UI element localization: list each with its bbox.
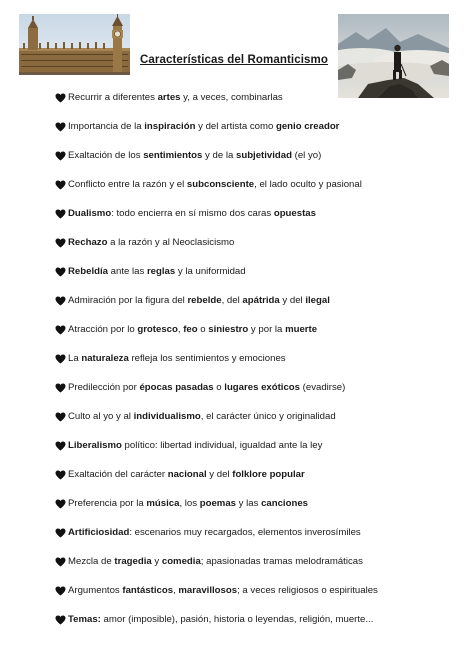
heart-icon [55, 151, 66, 161]
list-item [55, 257, 465, 286]
heart-icon [55, 470, 66, 480]
heart-icon [55, 238, 66, 248]
list-item [55, 402, 465, 431]
text-segment: y, a veces, combinarlas [180, 92, 283, 103]
bold-term: fantásticos [122, 585, 174, 596]
list-item [55, 344, 465, 373]
bold-term: Artificiosidad [68, 527, 130, 538]
bold-term: muerte [285, 324, 318, 335]
list-item [55, 547, 465, 576]
text-segment: (evadirse) [300, 382, 346, 393]
heart-icon [55, 122, 66, 132]
text-segment: Exaltación de los [68, 150, 144, 161]
text-segment: y del [206, 469, 233, 480]
parliament-image [19, 14, 130, 75]
list-item [55, 460, 465, 489]
text-segment: Predilección por [68, 382, 140, 393]
list-item-text [68, 585, 378, 596]
text-segment: , los [179, 498, 200, 509]
list-item-text [68, 179, 362, 190]
text-segment: Preferencia por la [68, 498, 147, 509]
bold-term: reglas [146, 266, 176, 277]
text-segment: y del artista como [195, 121, 276, 132]
text-segment: político: libertad individual, igualdad ante la ley [121, 440, 323, 451]
list-item [55, 373, 465, 402]
heart-icon [55, 499, 66, 509]
list-item [55, 199, 465, 228]
text-segment: : escenarios muy recargados, elementos inverosímiles [129, 527, 361, 538]
bold-term: folklore popular [232, 469, 305, 480]
text-segment: amor (imposible), pasión, historia o leyendas, religión, muerte... [100, 614, 374, 625]
heart-icon [55, 383, 66, 393]
list-item-text [68, 498, 308, 509]
bold-term: genio creador [275, 121, 340, 132]
bold-term: subjetividad [236, 150, 292, 161]
bold-term: apátrida [242, 295, 280, 306]
list-item [55, 489, 465, 518]
bold-term: tragedia [114, 556, 152, 567]
list-item [55, 286, 465, 315]
heart-icon [55, 586, 66, 596]
text-segment: o [197, 324, 209, 335]
parliament-big-ben-icon [19, 14, 130, 75]
text-segment: o [213, 382, 225, 393]
bold-term: subconsciente [186, 179, 255, 190]
text-segment: : todo encierra en sí mismo dos caras [111, 208, 274, 219]
list-item-text [68, 92, 283, 103]
text-segment: Atracción por lo [68, 324, 138, 335]
list-item-text [68, 324, 317, 335]
text-segment: , el lado oculto y pasional [254, 179, 362, 190]
list-item-text [68, 527, 361, 538]
list-item [55, 228, 465, 257]
list-item-text [68, 208, 316, 219]
text-segment: Exaltación del carácter [68, 469, 168, 480]
list-item-text [68, 295, 330, 306]
list-item [55, 605, 465, 634]
heart-icon [55, 441, 66, 451]
heart-icon [55, 209, 66, 219]
bold-term: Rechazo [68, 237, 108, 248]
bold-term: nacional [167, 469, 207, 480]
heart-icon [55, 93, 66, 103]
bold-term: siniestro [208, 324, 249, 335]
text-segment: Conflicto entre la razón y el [68, 179, 187, 190]
list-item-text [68, 121, 339, 132]
text-segment: a la razón y al Neoclasicismo [107, 237, 235, 248]
text-segment: Culto al yo y al [68, 411, 134, 422]
bold-term: individualismo [133, 411, 201, 422]
heart-icon [55, 325, 66, 335]
bold-term: canciones [261, 498, 308, 509]
text-segment: Mezcla de [68, 556, 115, 567]
text-segment: y las [236, 498, 262, 509]
list-item [55, 576, 465, 605]
text-segment: (el yo) [291, 150, 322, 161]
bold-term: naturaleza [81, 353, 129, 364]
list-item-text [68, 469, 305, 480]
heart-icon [55, 354, 66, 364]
list-item [55, 112, 465, 141]
bold-term: artes [157, 92, 181, 103]
characteristics-list [55, 83, 465, 634]
text-segment: ; apasionadas tramas melodramáticas [200, 556, 363, 567]
bold-term: Liberalismo [68, 440, 122, 451]
list-item [55, 170, 465, 199]
list-item-text [68, 556, 363, 567]
text-segment: y por la [248, 324, 286, 335]
text-segment: Recurrir a diferentes [68, 92, 158, 103]
text-segment: Importancia de la [68, 121, 145, 132]
bold-term: opuestas [273, 208, 316, 219]
list-item-text [68, 411, 336, 422]
list-item-text [68, 440, 322, 451]
bold-term: lugares exóticos [224, 382, 300, 393]
heart-icon [55, 296, 66, 306]
bold-term: feo [183, 324, 198, 335]
text-segment: y del [279, 295, 306, 306]
bold-term: Temas: [68, 614, 101, 625]
text-segment: y la uniformidad [175, 266, 246, 277]
text-segment: ; a veces religiosos o espirituales [237, 585, 378, 596]
heart-icon [55, 557, 66, 567]
heart-icon [55, 180, 66, 190]
bold-term: ilegal [305, 295, 330, 306]
bold-term: sentimientos [143, 150, 203, 161]
bold-term: música [146, 498, 180, 509]
bold-term: épocas pasadas [139, 382, 214, 393]
bold-term: Rebeldía [68, 266, 108, 277]
text-segment: ante las [108, 266, 147, 277]
heart-icon [55, 412, 66, 422]
list-item-text [68, 150, 321, 161]
bold-term: maravillosos [178, 585, 238, 596]
heart-icon [55, 615, 66, 625]
list-item-text [68, 353, 286, 364]
heart-icon [55, 528, 66, 538]
text-segment: La [68, 353, 82, 364]
bold-term: poemas [199, 498, 236, 509]
text-segment: Argumentos [68, 585, 123, 596]
text-segment: y [151, 556, 162, 567]
bold-term: Dualismo [68, 208, 112, 219]
text-segment: y de la [202, 150, 236, 161]
page-title: Características del Romanticismo [140, 54, 328, 66]
text-segment: , [177, 324, 184, 335]
list-item-text [68, 382, 345, 393]
list-item [55, 431, 465, 460]
bold-term: rebelde [187, 295, 222, 306]
list-item-text [68, 614, 373, 625]
text-segment: , el carácter único y originalidad [200, 411, 336, 422]
bold-term: grotesco [137, 324, 178, 335]
list-item [55, 83, 465, 112]
text-segment: refleja los sentimientos y emociones [128, 353, 286, 364]
list-item [55, 518, 465, 547]
heart-icon [55, 267, 66, 277]
text-segment: , del [221, 295, 243, 306]
bold-term: comedia [161, 556, 201, 567]
list-item-text [68, 237, 234, 248]
text-segment: Admiración por la figura del [68, 295, 188, 306]
list-item [55, 315, 465, 344]
bold-term: inspiración [144, 121, 196, 132]
list-item [55, 141, 465, 170]
text-segment: , [173, 585, 179, 596]
list-item-text [68, 266, 246, 277]
